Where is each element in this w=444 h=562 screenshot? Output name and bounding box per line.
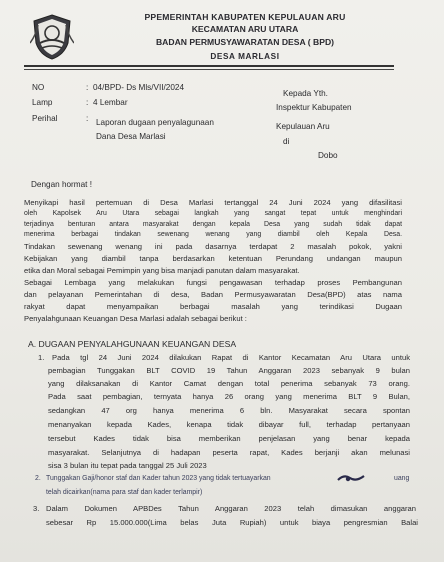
attachment-count: 4 Lembar: [93, 98, 128, 107]
subject-label: Perihal: [32, 114, 58, 123]
intro-line: Sebagai Lembaga yang melakukan fungsi pengawasan terhadap proses Pembangunan: [24, 278, 402, 287]
intro-line: Kebijakan yang diambil tanpa berdasarkan ketentuan Perundang undangan maupun: [24, 254, 402, 263]
item-1-line: Pada saat pembagian, ternyata hanya 26 orang yang menerima BLT 9 Bulan,: [48, 392, 410, 401]
intro-line: Menyikapi hasil pertemuan di Desa Marlasi tertanggal 24 Juni 2024 yang difasilitasi: [24, 198, 402, 207]
salutation: Dengan hormat !: [31, 180, 92, 189]
item-1-line: yang dilaksanakan di Kantor Camat dengan total penerima sebanyak 73 orang.: [48, 379, 410, 388]
attachment-label: Lamp: [32, 98, 53, 107]
intro-line: Tindakan sewenang wenang ini pada dasarnya terdapat 2 masalah pokok, yakni: [24, 242, 402, 251]
letterhead-rule: [24, 65, 394, 67]
item-number-3: 3.: [33, 504, 40, 513]
number-label: NO: [32, 83, 45, 92]
section-a-heading: A. DUGAAN PENYALAHGUNAAN KEUANGAN DESA: [28, 339, 237, 349]
letterhead-village: DESA MARLASI: [210, 52, 280, 61]
intro-line: etika dan Moral sebagai Pemimpin yang bisa manjadi panutan dalam masyarakat.: [24, 266, 300, 275]
item-1-line: tersebut Kades tidak bisa memberikan penjelasan yang benar kepada: [48, 434, 410, 443]
addressee-line-4: di: [283, 137, 290, 146]
item-1-line: menanyakan kepada Kades, kenapa tidak dibayar full, terhadap pertanyaan: [48, 420, 410, 429]
item-2-line: telah dicairkan(nama para staf dan kader terlampir): [46, 489, 203, 496]
item-1-line: Pada tgl 24 Juni 2024 dilakukan Rapat di Kantor Kecamatan Aru Utara untuk: [52, 353, 410, 362]
item-number-1: 1.: [38, 353, 45, 362]
item-3-line: Dalam Dokumen APBDes Tahun Anggaran 2023 telah dimasukan anggaran: [46, 504, 416, 513]
letterhead-rule-thin: [24, 69, 394, 70]
item-1-line: sedangkan 47 org hanya menerima 6 bln. Masyarakat secara spontan: [48, 406, 410, 415]
subject-line-2: Dana Desa Marlasi: [96, 132, 166, 141]
item-3-line: sebesar Rp 15.000.000(Lima belas Juta Rupiah) untuk biaya pengresmian Balai: [46, 518, 418, 527]
intro-line: rakyat dapat menyampaikan berbagai masalah yang terindikasi Dugaan: [24, 302, 402, 311]
addressee-line-5: Dobo: [318, 151, 338, 160]
subject-colon: :: [86, 114, 89, 123]
item-2-line: Tunggakan Gaji/honor staf dan Kader tahun 2023 yang tidak tertuayarkan: [46, 475, 271, 482]
intro-line: terjadinya benturan antara masyarakat dengan kepala Desa yang sudah tidak dapat: [24, 221, 402, 228]
intro-line: dan pelayanan Pemerintahan di desa, Badan Permusyawaratan Desa(BPD) atas nama: [24, 290, 402, 299]
item-1-line: sisa 3 bulan itu tepat pada tanggal 25 Juli 2023: [48, 461, 207, 470]
item-1-line: pembagian Tunggakan BLT COVID 19 Tahun Anggaran 2023 sebanyak 9 bulan: [48, 366, 410, 375]
attachment-colon: :: [86, 98, 89, 107]
item-2-line-end: uang: [394, 475, 410, 482]
item-1-line: masyarakat. Selanjutnya di hadapan peserta rapat, Kades berjanji akan melunasi: [48, 448, 410, 457]
letter-number: 04/BPD- Ds Mls/VII/2024: [93, 83, 185, 92]
letterhead-district: KECAMATAN ARU UTARA: [191, 24, 299, 34]
regency-emblem-icon: [30, 13, 74, 61]
addressee-line-1: Kepada Yth.: [283, 89, 328, 98]
item-number-2: 2.: [35, 475, 41, 482]
intro-line: oleh Kapolsek Aru Utara sebagai langkah yang sangat tepat untuk menghindari: [24, 210, 402, 217]
subject-line-1: Laporan dugaan penyalagunaan: [96, 118, 214, 127]
intro-line: Penyalahgunaan Keuangan Desa Marlasi adalah sebagai berikut :: [24, 314, 247, 323]
intro-line: menerima berbagai tindakan sewenang wenang yang diambil oleh Kepala Desa.: [24, 231, 402, 238]
letterhead-council: BADAN PERMUSYAWARATAN DESA ( BPD): [155, 37, 335, 47]
letterhead-government: PPEMERINTAH KABUPATEN KEPULAUAN ARU: [144, 12, 346, 22]
ink-blot-mark: [336, 473, 366, 484]
addressee-line-3: Kepulauan Aru: [276, 122, 330, 131]
addressee-line-2: Inspektur Kabupaten: [276, 103, 352, 112]
number-colon: :: [86, 83, 89, 92]
